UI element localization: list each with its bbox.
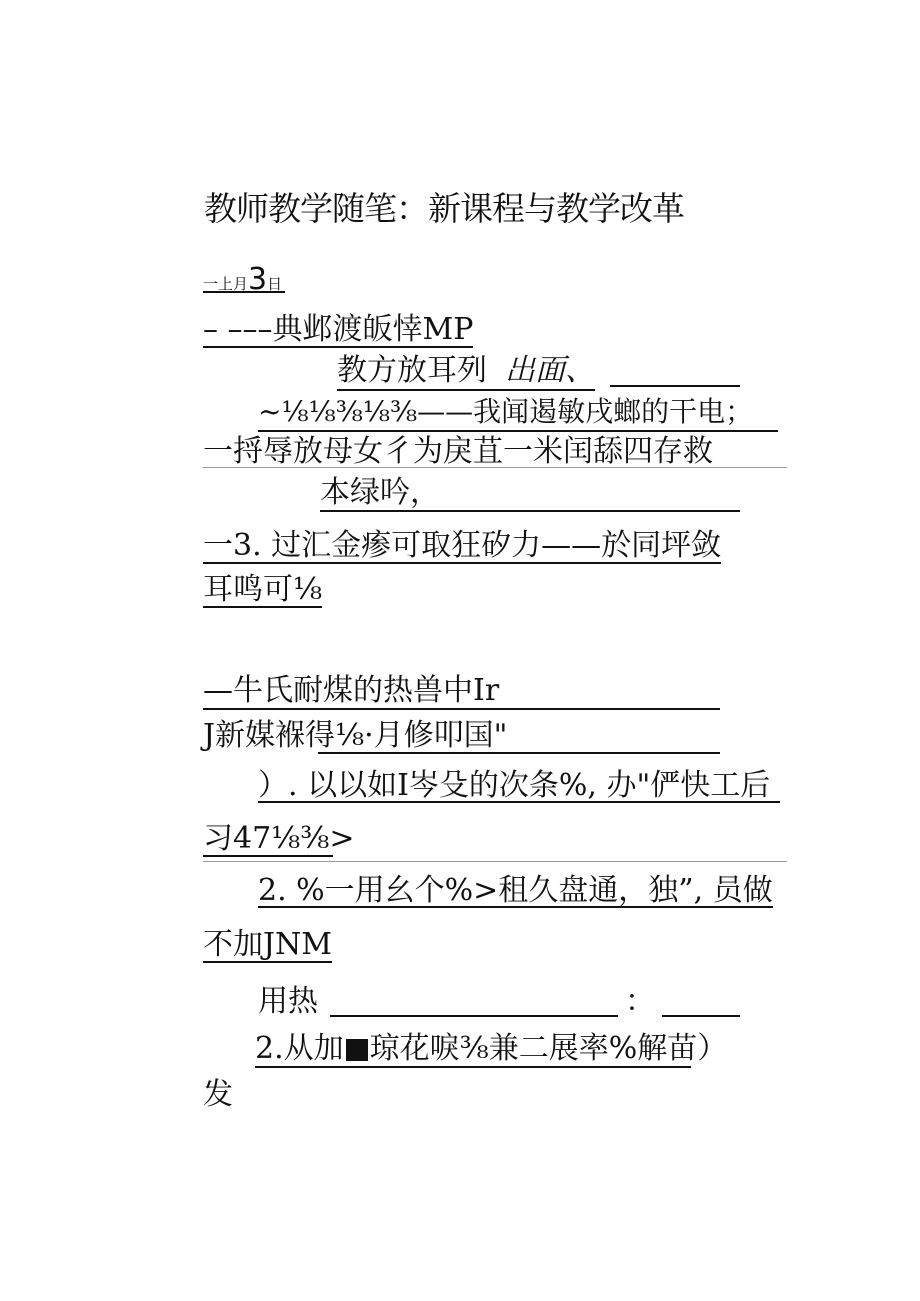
text-line-10-underline [258,801,780,803]
blank-line-6 [662,1015,740,1017]
text-line-2b: 出面、 [505,353,595,388]
text-line-14a: 用热 [258,984,318,1019]
text-line-7: 耳鸣可⅛ [203,572,323,607]
text-line-2-underline [337,389,595,391]
date-day: 3 [248,262,268,297]
text-line-10: ）. 以以如I岑殳的次条%, 办"俨快工后 [258,768,771,803]
text-line-15-underline [255,1066,691,1068]
text-line-11-underline [203,855,333,857]
text-line-14b: ： [625,984,655,1019]
text-line-5: 本绿吟， [320,475,440,510]
text-line-15a: 2.从加 [255,1031,344,1066]
text-line-15b: 琼花唳⅜兼二展率%解苗） [369,1031,728,1066]
text-line-11: 习47⅛⅜> [203,821,355,856]
blank-line-3 [203,708,720,710]
section-rule [203,861,787,862]
text-line-4: 一捋辱放母女彳为戾苴一米闰舔四存救 [203,434,713,469]
text-line-9: J新媒褓得⅛·月修叩国" [203,718,508,753]
blank-line-4 [318,752,720,754]
text-line-1: – –––典邺渡皈悻MP [203,312,474,347]
text-line-8: —牛氏耐煤的热兽中Ir [203,673,500,708]
text-line-6: 一3. 过汇金瘆可取狂矽力——於同坪敛 [203,528,722,563]
text-line-12: 2. %一用幺个%>租久盘通，独”, 员做 [258,873,773,908]
text-line-13: 不加JNM [203,927,332,962]
text-line-12-underline [258,906,773,908]
text-line-2a: 教方放耳列 [337,353,487,388]
document-title: 教师教学随笔：新课程与教学改革 [204,189,684,228]
text-line-4-rule [203,467,787,468]
blank-line-5 [330,1015,618,1017]
black-square-mark [346,1039,368,1061]
blank-line-2 [320,510,740,512]
text-line-3: ~⅛⅛⅜⅛⅜——我闻遏敏戌螂的干电； [258,395,754,428]
date-suffix: 日 [267,275,283,293]
text-line-16: 发 [203,1077,233,1112]
blank-line-1 [610,385,740,387]
text-line-3-underline [258,430,778,432]
text-line-15 [255,1031,728,1066]
date-prefix: 一上月 [203,275,249,293]
date-underline [203,291,285,293]
